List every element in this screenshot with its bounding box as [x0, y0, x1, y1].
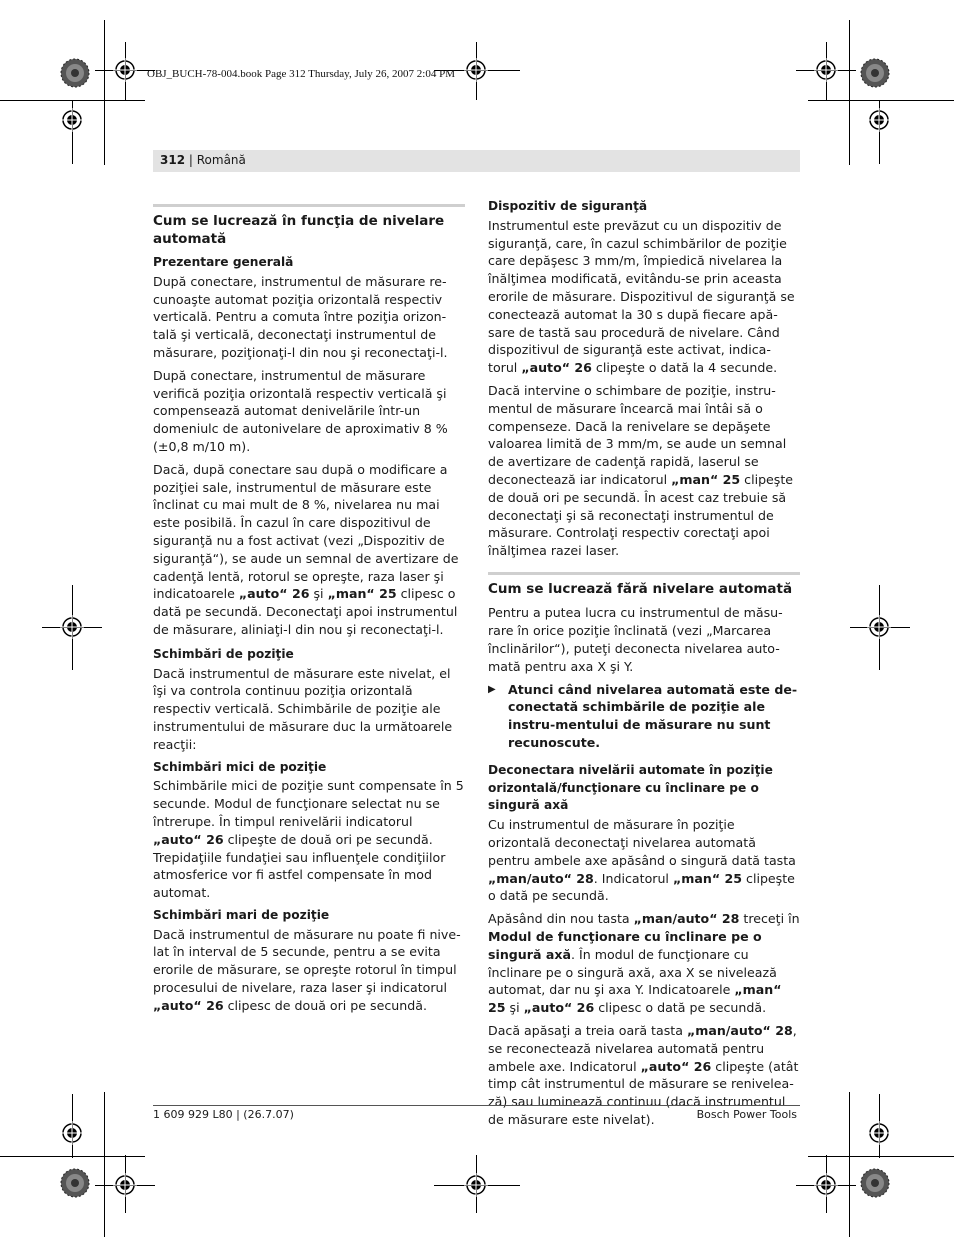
footer-brand: Bosch Power Tools [696, 1108, 797, 1121]
registration-mark-icon [60, 1121, 84, 1145]
registration-mark-icon [113, 58, 137, 82]
paragraph: Dacă instrumentul de măsurare nu poate fi nive-lat în interval de 5 secunde, pentru a se evita erorile de măsurare, se opreşte rotorul în timpul procesului de nivelare, raza laser şi indicatorul „auto“ 26 clipesc de două ori pe secundă. [153, 926, 461, 1013]
section-heading: Cum se lucrează în funcţia de nivelare automată [153, 204, 465, 248]
page-number: 312 [160, 153, 186, 167]
note-bullet: ▶ Atunci când nivelarea automată este de-conectată schimbările de poziţie ale instru-mentului de măsurare nu sunt recunoscute. [488, 681, 798, 751]
color-wheel-icon [860, 58, 890, 88]
paragraph: Pentru a putea lucra cu instrumentul de măsu-rare în orice poziţie înclinată (vezi „Marcarea înclinărilor“), puteţi deconecta nivelarea auto-mată pentru axa X şi Y. [488, 605, 783, 674]
registration-mark-icon [814, 58, 838, 82]
paragraph: Cu instrumentul de măsurare în poziţie orizontală deconectaţi nivelarea automată pentru ambele axe apăsând o singură dată tasta „man/auto“ 28. Indicatorul „man“ 25 clipeşte o dată pe secundă. [488, 817, 796, 904]
subheading: Schimbări mari de poziţie [153, 907, 330, 922]
paragraph: Schimbările mici de poziţie sunt compensate în 5 secunde. Modul de funcţionare selectat nu se întrerupe. În timpul renivelării indicatorul „auto“ 26 clipeşte de două ori pe secundă. Trepidaţiile fundaţiei sau influenţele condiţiilor atmosferice vor fi astfel compensate în mod automat. [153, 778, 464, 901]
right-column [488, 198, 800, 1134]
registration-mark-icon [464, 58, 488, 82]
registration-mark-icon [867, 615, 891, 639]
page-header-bar [153, 150, 800, 172]
header-separator: | [185, 153, 197, 167]
paragraph: Dacă instrumentul de măsurare este nivelat, el îşi va controla continuu poziţia orizontală respectiv verticală. Schimbările de poziţie ale instrumentului de măsurare duc la următoarele reacţii: [153, 665, 453, 752]
registration-mark-icon [60, 108, 84, 132]
subheading: Schimbări mici de poziţie [153, 759, 327, 774]
registration-mark-icon [113, 1173, 137, 1197]
footer-rule [153, 1105, 800, 1106]
page-header [160, 153, 246, 167]
section-heading: Cum se lucrează fără nivelare automată [488, 572, 800, 599]
subheading: Prezentare generală [153, 255, 294, 269]
color-wheel-icon [60, 58, 90, 88]
paragraph: Dacă intervine o schimbare de poziţie, instru-mentul de măsurare încearcă mai întâi să o compenseze. Dacă la renivelare se depăşete valoarea limită de 3 mm/m, se aude un semnal de avertizare de cadenţă rapidă, laserul se deconectează iar indicatorul „man“ 25 clipeşte de două ori pe secundă. În acest caz trebuie să deconectaţi şi să reconectaţi instrumentul de măsurare. Controlaţi respectiv corectaţi apoi înălţimea razei laser. [488, 382, 794, 559]
footer-doc-id: 1 609 929 L80 | (26.7.07) [153, 1108, 294, 1121]
header-language: Română [196, 153, 246, 167]
paragraph: Instrumentul este prevăzut cu un dispozitiv de siguranţă, care, în cazul schimbărilor de poziţie care depăşesc 3 mm/m, împiedică nivelarea la înălţimea modificată, evitându-se prin aceasta erorile de măsurare. Dispozitivul de siguranţă se conectează automat la 30 s după fiecare apă-sare de tastă sau procedură de nivelare. Când dispozitivul de siguranţă este activat, indica-torul „auto“ 26 clipeşte o dată la 4 secunde. [488, 217, 795, 376]
left-column [153, 204, 465, 1020]
paragraph: După conectare, instrumentul de măsurare verifică poziţia orizontală respectiv verticală şi compensează automat denivelările într-un domeniulc de autonivelare de aproximativ 8 % (±0,8 m/10 m). [153, 367, 448, 454]
registration-mark-icon [60, 615, 84, 639]
paragraph: Dacă apăsaţi a treia oară tasta „man/auto“ 28, se reconectează nivelarea automată pentru ambele axe. Indicatorul „auto“ 26 clipeşte (atât timp cât instrumentul de măsurare se renivelea-ză) sau luminează continuu (dacă instrumentul de măsurare este nivelat). [488, 1022, 799, 1127]
registration-mark-icon [867, 1121, 891, 1145]
subheading: Schimbări de poziţie [153, 646, 294, 661]
subheading: Deconectara nivelării automate în poziţie orizontală/funcţionare cu înclinare pe o singură axă [488, 762, 773, 813]
print-slug-line: OBJ_BUCH-78-004.book Page 312 Thursday, July 26, 2007 2:04 PM [147, 68, 456, 80]
subheading: Dispozitiv de siguranţă [488, 199, 648, 213]
registration-mark-icon [867, 108, 891, 132]
paragraph: Dacă, după conectare sau după o modificare a poziţiei sale, instrumentul de măsurare este înclinat cu mai mult de 8 %, nivelarea nu mai este posibilă. În cazul în care dispozitivul de siguranţă nu a fost activat (vezi „Dispozitiv de siguranţă“), se aude un semnal de avertizare de cadenţă lentă, rotorul se opreşte, raza laser şi indicatoarele „auto“ 26 şi „man“ 25 clipesc o dată pe secundă. Deconectaţi apoi instrumentul de măsurare, aliniaţi-l din nou şi reconectaţi-l. [153, 461, 459, 637]
registration-mark-icon [814, 1173, 838, 1197]
registration-mark-icon [464, 1173, 488, 1197]
paragraph: După conectare, instrumentul de măsurare re-cunoaşte automat poziţia orizontală respectiv verticală. Pentru a comuta între poziţia orizon-tală şi verticală, deconectaţi instrumentul de măsurare, poziţionaţi-l din nou şi reconectaţi-l. [153, 273, 448, 360]
color-wheel-icon [860, 1168, 890, 1198]
color-wheel-icon [60, 1168, 90, 1198]
triangle-right-icon: ▶ [488, 683, 496, 695]
paragraph: Apăsând din nou tasta „man/auto“ 28 treceţi în Modul de funcţionare cu înclinare pe o singură axă. În modul de funcţionare cu înclinare pe o singură axă, axa X se nivelează automat, dar nu şi axa Y. Indicatoarele „man“ 25 şi „auto“ 26 clipesc o dată pe secundă. [488, 911, 800, 1016]
